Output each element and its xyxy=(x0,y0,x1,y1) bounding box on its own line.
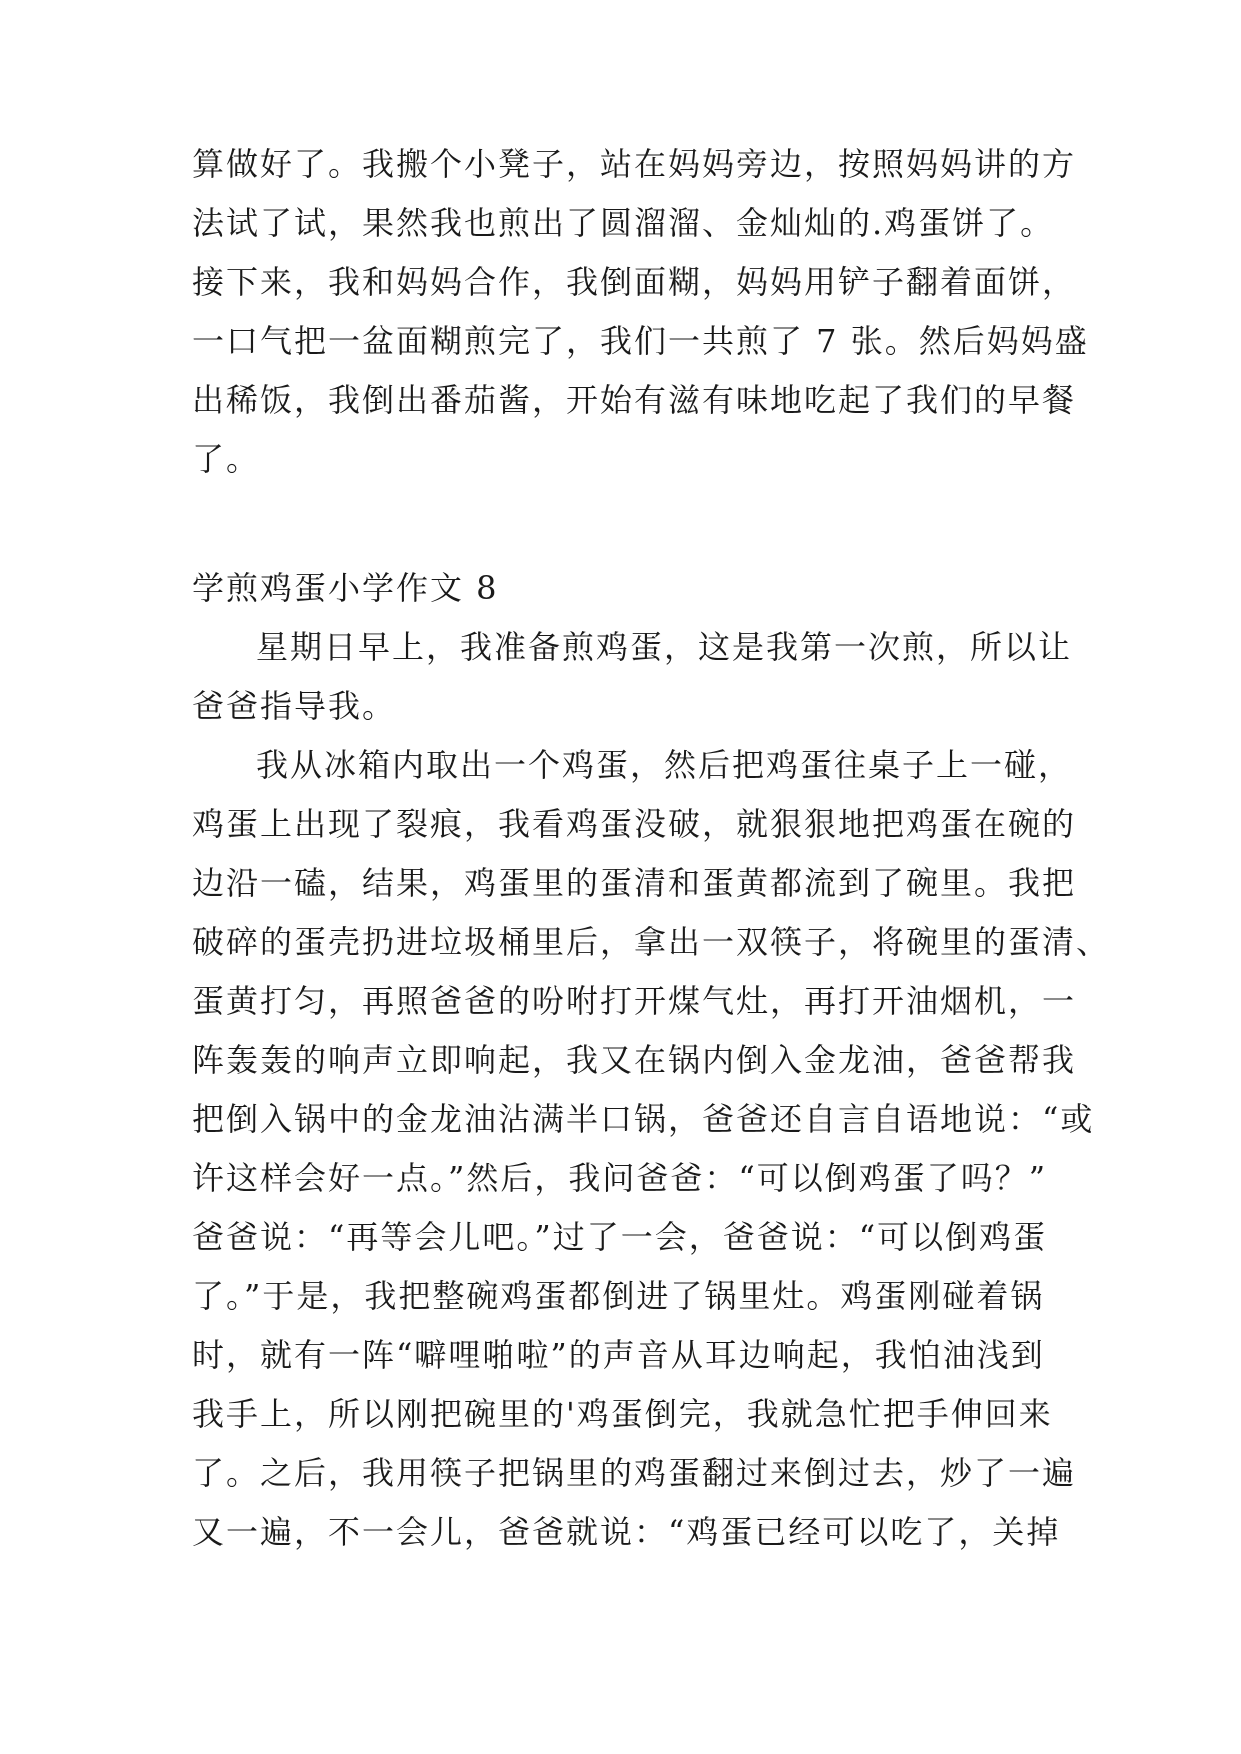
text-line: 出稀饭，我倒出番茄酱，开始有滋有味地吃起了我们的早餐 xyxy=(192,381,1077,419)
paragraph-line: 鸡蛋上出现了裂痕，我看鸡蛋没破，就狠狠地把鸡蛋在碗的 xyxy=(192,805,1077,843)
paragraph-line: 时，就有一阵“噼哩啪啦”的声音从耳边响起，我怕油浅到 xyxy=(192,1336,1045,1374)
paragraph-line: 我手上，所以刚把碗里的'鸡蛋倒完，我就急忙把手伸回来 xyxy=(192,1395,1053,1433)
paragraph-line: 把倒入锅中的金龙油沾满半口锅，爸爸还自言自语地说：“或 xyxy=(192,1100,1095,1138)
section-title: 学煎鸡蛋小学作文 8 xyxy=(192,569,499,607)
text-line: 法试了试，果然我也煎出了圆溜溜、金灿灿的.鸡蛋饼了。 xyxy=(192,204,1055,242)
paragraph-line: 星期日早上，我准备煎鸡蛋，这是我第一次煎，所以让 xyxy=(256,628,1073,666)
text-line: 一口气把一盆面糊煎完了，我们一共煎了 7 张。然后妈妈盛 xyxy=(192,322,1089,360)
paragraph-line: 了。之后，我用筷子把锅里的鸡蛋翻过来倒过去，炒了一遍 xyxy=(192,1454,1077,1492)
text-line: 了。 xyxy=(192,440,261,478)
paragraph-line: 了。”于是，我把整碗鸡蛋都倒进了锅里灶。鸡蛋刚碰着锅 xyxy=(192,1277,1045,1315)
paragraph-line: 许这样会好一点。”然后，我问爸爸：“可以倒鸡蛋了吗？” xyxy=(192,1159,1048,1197)
paragraph-line: 我从冰箱内取出一个鸡蛋，然后把鸡蛋往桌子上一碰， xyxy=(256,746,1073,784)
paragraph-line: 爸爸说：“再等会儿吧。”过了一会，爸爸说：“可以倒鸡蛋 xyxy=(192,1218,1048,1256)
text-line: 算做好了。我搬个小凳子，站在妈妈旁边，按照妈妈讲的方 xyxy=(192,145,1077,183)
paragraph-line: 又一遍，不一会儿，爸爸就说：“鸡蛋已经可以吃了，关掉 xyxy=(192,1513,1061,1551)
paragraph-line: 爸爸指导我。 xyxy=(192,687,397,725)
paragraph-line: 蛋黄打匀，再照爸爸的吩咐打开煤气灶，再打开油烟机，一 xyxy=(192,982,1077,1020)
paragraph-line: 边沿一磕，结果，鸡蛋里的蛋清和蛋黄都流到了碗里。我把 xyxy=(192,864,1077,902)
paragraph-line: 阵轰轰的响声立即响起，我又在锅内倒入金龙油，爸爸帮我 xyxy=(192,1041,1077,1079)
text-line: 接下来，我和妈妈合作，我倒面糊，妈妈用铲子翻着面饼， xyxy=(192,263,1077,301)
paragraph-line: 破碎的蛋壳扔进垃圾桶里后，拿出一双筷子，将碗里的蛋清、 xyxy=(192,923,1111,961)
